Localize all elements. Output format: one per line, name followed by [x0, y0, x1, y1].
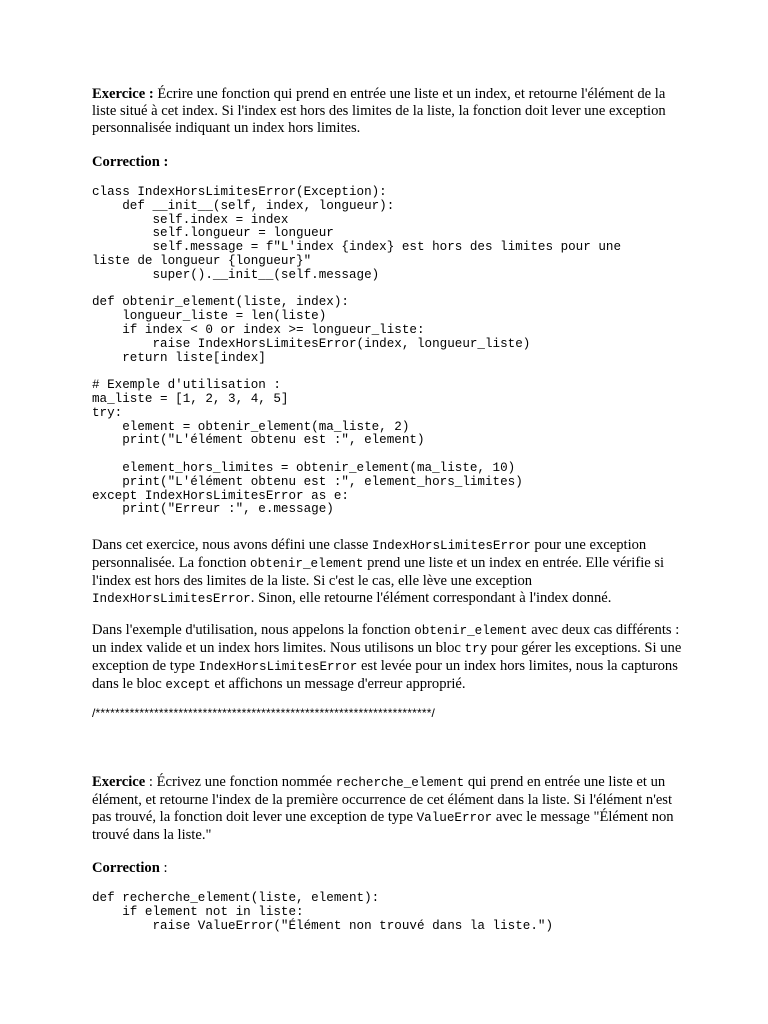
- explanation-text: et affichons un message d'erreur approprié.: [210, 676, 466, 692]
- inline-code: IndexHorsLimitesError: [198, 660, 358, 674]
- exercise-2-text: : Écrivez une fonction nommée: [145, 774, 336, 790]
- code-line: self.message = f"L'index {index} est hors des limites pour une: [92, 240, 622, 255]
- code-listing: [92, 892, 682, 933]
- code-listing: [92, 186, 682, 517]
- exercise-1-label-sep: :: [145, 86, 158, 102]
- code-line: element = obtenir_element(ma_liste, 2): [92, 419, 410, 434]
- inline-code: IndexHorsLimitesError: [372, 539, 531, 553]
- code-line: # Exemple d'utilisation :: [92, 378, 281, 393]
- code-line: self.index = index: [92, 212, 289, 227]
- exercise-2-correction-heading: [92, 860, 682, 877]
- inline-code: try: [464, 642, 488, 656]
- exercise-1-label: Exercice: [92, 86, 146, 102]
- exercise-2-statement: [92, 774, 682, 844]
- exercise-1-correction-heading: [92, 154, 682, 171]
- code-line: ma_liste = [1, 2, 3, 4, 5]: [92, 391, 289, 406]
- section-divider: /*********************************************************************/: [92, 706, 436, 720]
- exercise-2-label: Exercice: [92, 774, 146, 790]
- correction-suffix: :: [159, 154, 169, 170]
- code-line: print("Erreur :", e.message): [92, 502, 334, 517]
- explanation-text: prend une liste et un index en entrée. Elle vérifie si l'index est hors des limites de la liste. Si c'est le cas, elle lève une exception: [92, 555, 665, 589]
- code-line: except IndexHorsLimitesError as e:: [92, 488, 349, 503]
- exercise-2-text: avec le message "Élément non trouvé dans la liste.": [92, 809, 674, 843]
- code-line: raise IndexHorsLimitesError(index, longueur_liste): [92, 336, 531, 351]
- code-line: print("L'élément obtenu est :", element): [92, 433, 425, 448]
- explanation-text: Dans l'exemple d'utilisation, nous appelons la fonction: [92, 622, 415, 638]
- code-line: def recherche_element(liste, element):: [92, 891, 380, 905]
- explanation-text: Dans cet exercice, nous avons défini une classe: [92, 537, 373, 553]
- exercise-1-explanation-2: [92, 622, 682, 694]
- inline-code: ValueError: [416, 811, 493, 825]
- code-line: liste de longueur {longueur}": [92, 253, 312, 268]
- code-line: raise ValueError("Élément non trouvé dans la liste."): [92, 918, 554, 933]
- code-line: self.longueur = longueur: [92, 226, 334, 241]
- exercise-1-code-block: [92, 186, 682, 517]
- exercise-1-statement: [92, 86, 682, 137]
- explanation-text: est levée pour un index hors limites, nous la capturons dans le bloc: [92, 658, 678, 692]
- exercise-2-code-block: [92, 892, 682, 933]
- code-line: def __init__(self, index, longueur):: [92, 198, 395, 213]
- exercise-1-explanation-1: [92, 537, 682, 608]
- code-line: if index < 0 or index >= longueur_liste:: [92, 322, 425, 337]
- inline-code: except: [165, 678, 211, 692]
- code-line: print("L'élément obtenu est :", element_hors_limites): [92, 474, 523, 489]
- inline-code: recherche_element: [335, 776, 465, 790]
- code-line: class IndexHorsLimitesError(Exception):: [92, 185, 387, 199]
- code-line: def obtenir_element(liste, index):: [92, 295, 349, 310]
- exercise-2-text: qui prend en entrée une liste et un élément, et retourne l'index de la première occurrence de cet élément dans la liste. Si l'élément n'est pas trouvé, la fonction doit lever une exception de type: [92, 774, 673, 825]
- inline-code: obtenir_element: [250, 557, 364, 571]
- explanation-text: pour une exception personnalisée. La fonction: [92, 537, 647, 571]
- code-line: element_hors_limites = obtenir_element(ma_liste, 10): [92, 460, 516, 475]
- explanation-text: pour gérer les exceptions. Si une exception de type: [92, 640, 682, 674]
- code-line: try:: [92, 405, 123, 420]
- correction-suffix: :: [159, 860, 168, 876]
- code-line: super().__init__(self.message): [92, 267, 380, 282]
- correction-label: Correction: [92, 860, 160, 876]
- explanation-text: avec deux cas différents : un index valide et un index hors limites. Nous utilisons un bloc: [92, 622, 680, 656]
- code-line: return liste[index]: [92, 350, 266, 365]
- inline-code: obtenir_element: [414, 624, 528, 638]
- code-line: if element not in liste:: [92, 904, 304, 919]
- exercise-1-text: Écrire une fonction qui prend en entrée une liste et un index, et retourne l'élément de la liste situé à cet index. Si l'index est hors des limites de la liste, la fonction doit lever une exception personnalisée indiquant un index hors limites.: [92, 86, 666, 136]
- correction-label: Correction: [92, 154, 160, 170]
- explanation-text: . Sinon, elle retourne l'élément correspondant à l'index donné.: [250, 590, 612, 606]
- inline-code: IndexHorsLimitesError: [92, 592, 251, 606]
- code-line: longueur_liste = len(liste): [92, 309, 327, 324]
